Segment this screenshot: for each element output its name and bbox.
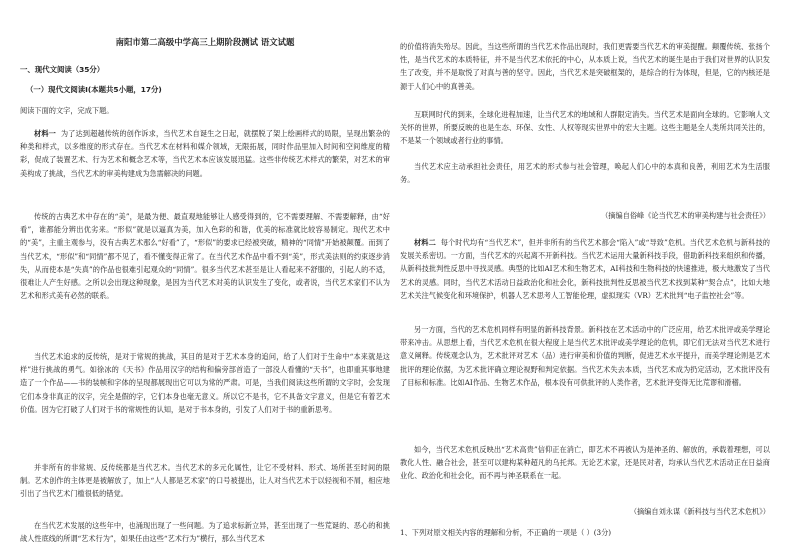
material2-para1: 每个时代均有“当代艺术”，但并非所有的当代艺术都会“陷入”或“导致”危机。当代艺术危机与新科技的发展关系密切。一方面，当代艺术的兴起离不开新科技。当代艺术运用大量新科技手段，借助新科技来组织和传播，从新科技批判性反思中寻找灵感。典型的比如AI艺术和生物艺术，AI科技和生物科技的快速推进，极大地激发了当代艺术的灵感。同时，当代艺术活动日益政治化和社会化，新科技批判性反思被当代艺术找到某种“契合点”，比如大地艺术关注气候变化和环境保护，机器人艺术思考人工智能伦理，虚拟现实（VR）艺术批判“电子监控社会”等。 [400, 238, 770, 300]
exam-title: 南阳市第二高级中学高三上期阶段测试 语文试题 [115, 37, 295, 47]
right-paragraph-5: 另一方面，当代的艺术危机同样有明显的新科技背景。新科技在艺术活动中的广泛应用，给艺术批评或美学理论带来冲击。从思想上看，当代艺术危机在很大程度上是当代艺术批评或美学理论的危机，即它们无法对当代艺术进行意义阐释。传统观念认为，艺术批评对艺术（品）进行审美和价值的判断，促进艺术水平提升，而美学理论则是艺术批评的理论依据，为艺术批评确立理论视野和判定依据。当代艺术失去本质，当代艺术成为扔定活动，艺术批评没有了目标和标准。比如AI作品、生物艺术作品，根本没有可供批评的人类作者，艺术批评变得无比荒谬和滑稽。 [400, 325, 770, 387]
right-column [400, 0, 770, 560]
left-paragraph-5: 在当代艺术发展的这些年中，也涌现出现了一些问题。为了追求标新立异，甚至出现了一些荒诞的、恶心的和挑战人性底线的所谓“艺术行为”，如果任由这些“艺术行为”横行，那么当代艺术 [20, 521, 390, 544]
section-heading: 一、现代文阅读（35分） [20, 65, 105, 74]
material1-label: 材料一 [34, 129, 56, 138]
right-paragraph-3: 当代艺术应主动承担社会责任，用艺术的形式参与社会管理，唤起人们心中的本真和良善，利用艺术为生活服务。 [400, 162, 770, 185]
instruction-text: 阅读下面的文字，完成下题。 [20, 106, 114, 115]
left-paragraph-4: 并非所有的非常规、反传统都是当代艺术。当代艺术的多元化属性，让它不受材料、形式、场所甚至时间的限制。艺术创作的主体更是被解放了，加上“人人都是艺术家”的口号被提出，让人对当代艺术于以轻视和不屑，相应地引出了当代艺术门槛很低的错觉。 [20, 463, 390, 499]
source-citation-1: （摘编自俗峰《论当代艺术的审美构建与社会责任》） [601, 211, 770, 220]
material1-para1: 为了达到超越传统的创作诉求，当代艺术自诞生之日起，就摆脱了架上绘画样式的局限，呈现出繁杂的种类和样式，以多维度的形式存在。当代艺术在材料和媒介领域，无限拓展，同时作品里加入时间和空间维度的精彩，促成了装置艺术、行为艺术和概念艺术等，当代艺术本应该发展迅猛。这些非传统艺术样式的繁荣，对艺术的审美构成了挑战，当代艺术的审美构建成为急需解决的问题。 [20, 129, 390, 178]
right-paragraph-6: 如今，当代艺术危机反映出“艺术高贵”信仰正在消亡，即艺术不再被认为是神圣的、解放的，承载着理想，可以教化人性、融合社会，甚至可以建构某种超凡的乌托邦。无论艺术家，还是民对者，均承认当代艺术活动正在日益商业化、政治化和社会化，而不再与神圣联系在一起。 [400, 445, 770, 481]
subsection-heading: （一）现代文阅读Ⅰ(本题共5小题，17分) [26, 85, 162, 94]
left-paragraph-3: 当代艺术追求的反传统，是对于常规的挑战，其目的是对于艺术本身的追问，给了人们对于生命中“本来就是这样”进行挑战的勇气。如徐冰的《天书》作品用汉字的结构和偏旁部首造了一部没人看懂的“天书”，也即重其事地建造了一个作品——书的装帧和字体的呈现都展现出它可以为常的严肃。可是，当我们阅读这些所谓的文字时，会发现它们本身非真正的汉字，完全是假的字，它们本身也毫无意义。所以它不是书，它不具备文字意义，但是它有着艺术价值。因为它打破了人们对于书的常规性的认知，是对于书本身的，引发了人们对于书的重新思考。 [20, 352, 390, 414]
right-paragraph-1: 的价值将消失殆尽。因此，当这些所谓的当代艺术作品出现时，我们更需要当代艺术的审美提醒。颠覆传统、张扬个性，是当代艺术的本质特征，并不是当代艺术依托的中心，从本质上说，当代艺术的诞生是由于我们对世界的认识发生了改变，并不是取悦了对真与善的坚守。因此，当代艺术是突破框架的，是综合的行为体现，但是，它的内核还是源于人们心中的真善美。 [400, 42, 770, 91]
left-paragraph-2: 传统的古典艺术中存在的“美”，是最为便、最直观地能够让人感受得到的，它不需要理解、不需要解释，由“好看”，谁都能分辨出优劣来。“形似”就是以逼真为美，加入色彩的和谐，优美的标准就比较容易制定。现代艺术中的“美”，主重主观参与，没有古典艺术那么“好看”了，“形似”的要求已经被突破，精神的“同情”开始被颠覆。而到了当代艺术，“形似”和“同情”都不见了，看不懂变得正常了。在当代艺术作品中看不到“美”，形式美法则的约束逐步消失，从而使本是“失真”的作品也很难引起观众的“同情”。很多当代艺术甚至是让人看起来不舒服的，引起人的不适，很难让人产生好感。之所以会出现这种现象，是因为当代艺术对美的认识发生了变化，或者说，当代艺术家们不认为艺术和形式美有必然的联系。 [20, 212, 390, 301]
right-paragraph-2: 互联网时代的到来，全球化进程加速，让当代艺术的地域和人群限定消失。当代艺术是面向全球的。它影响人文关怀的世界，所要反映的也是生态、环保、女性、人权等现实世界中的宏大主题。这些主题是全人类所共同关注的，不是某一个领域或者行业的事情。 [400, 110, 770, 146]
material1-paragraph [20, 127, 390, 197]
question-1: 1、下列对原文相关内容的理解和分析，不正确的一项是（ ）(3分) [400, 528, 612, 537]
left-column [20, 0, 390, 560]
source-citation-2: （摘编自刘永谋《新科技与当代艺术危机》） [629, 507, 770, 516]
material2-paragraph [400, 236, 770, 316]
material2-label: 材料二 [414, 238, 436, 247]
